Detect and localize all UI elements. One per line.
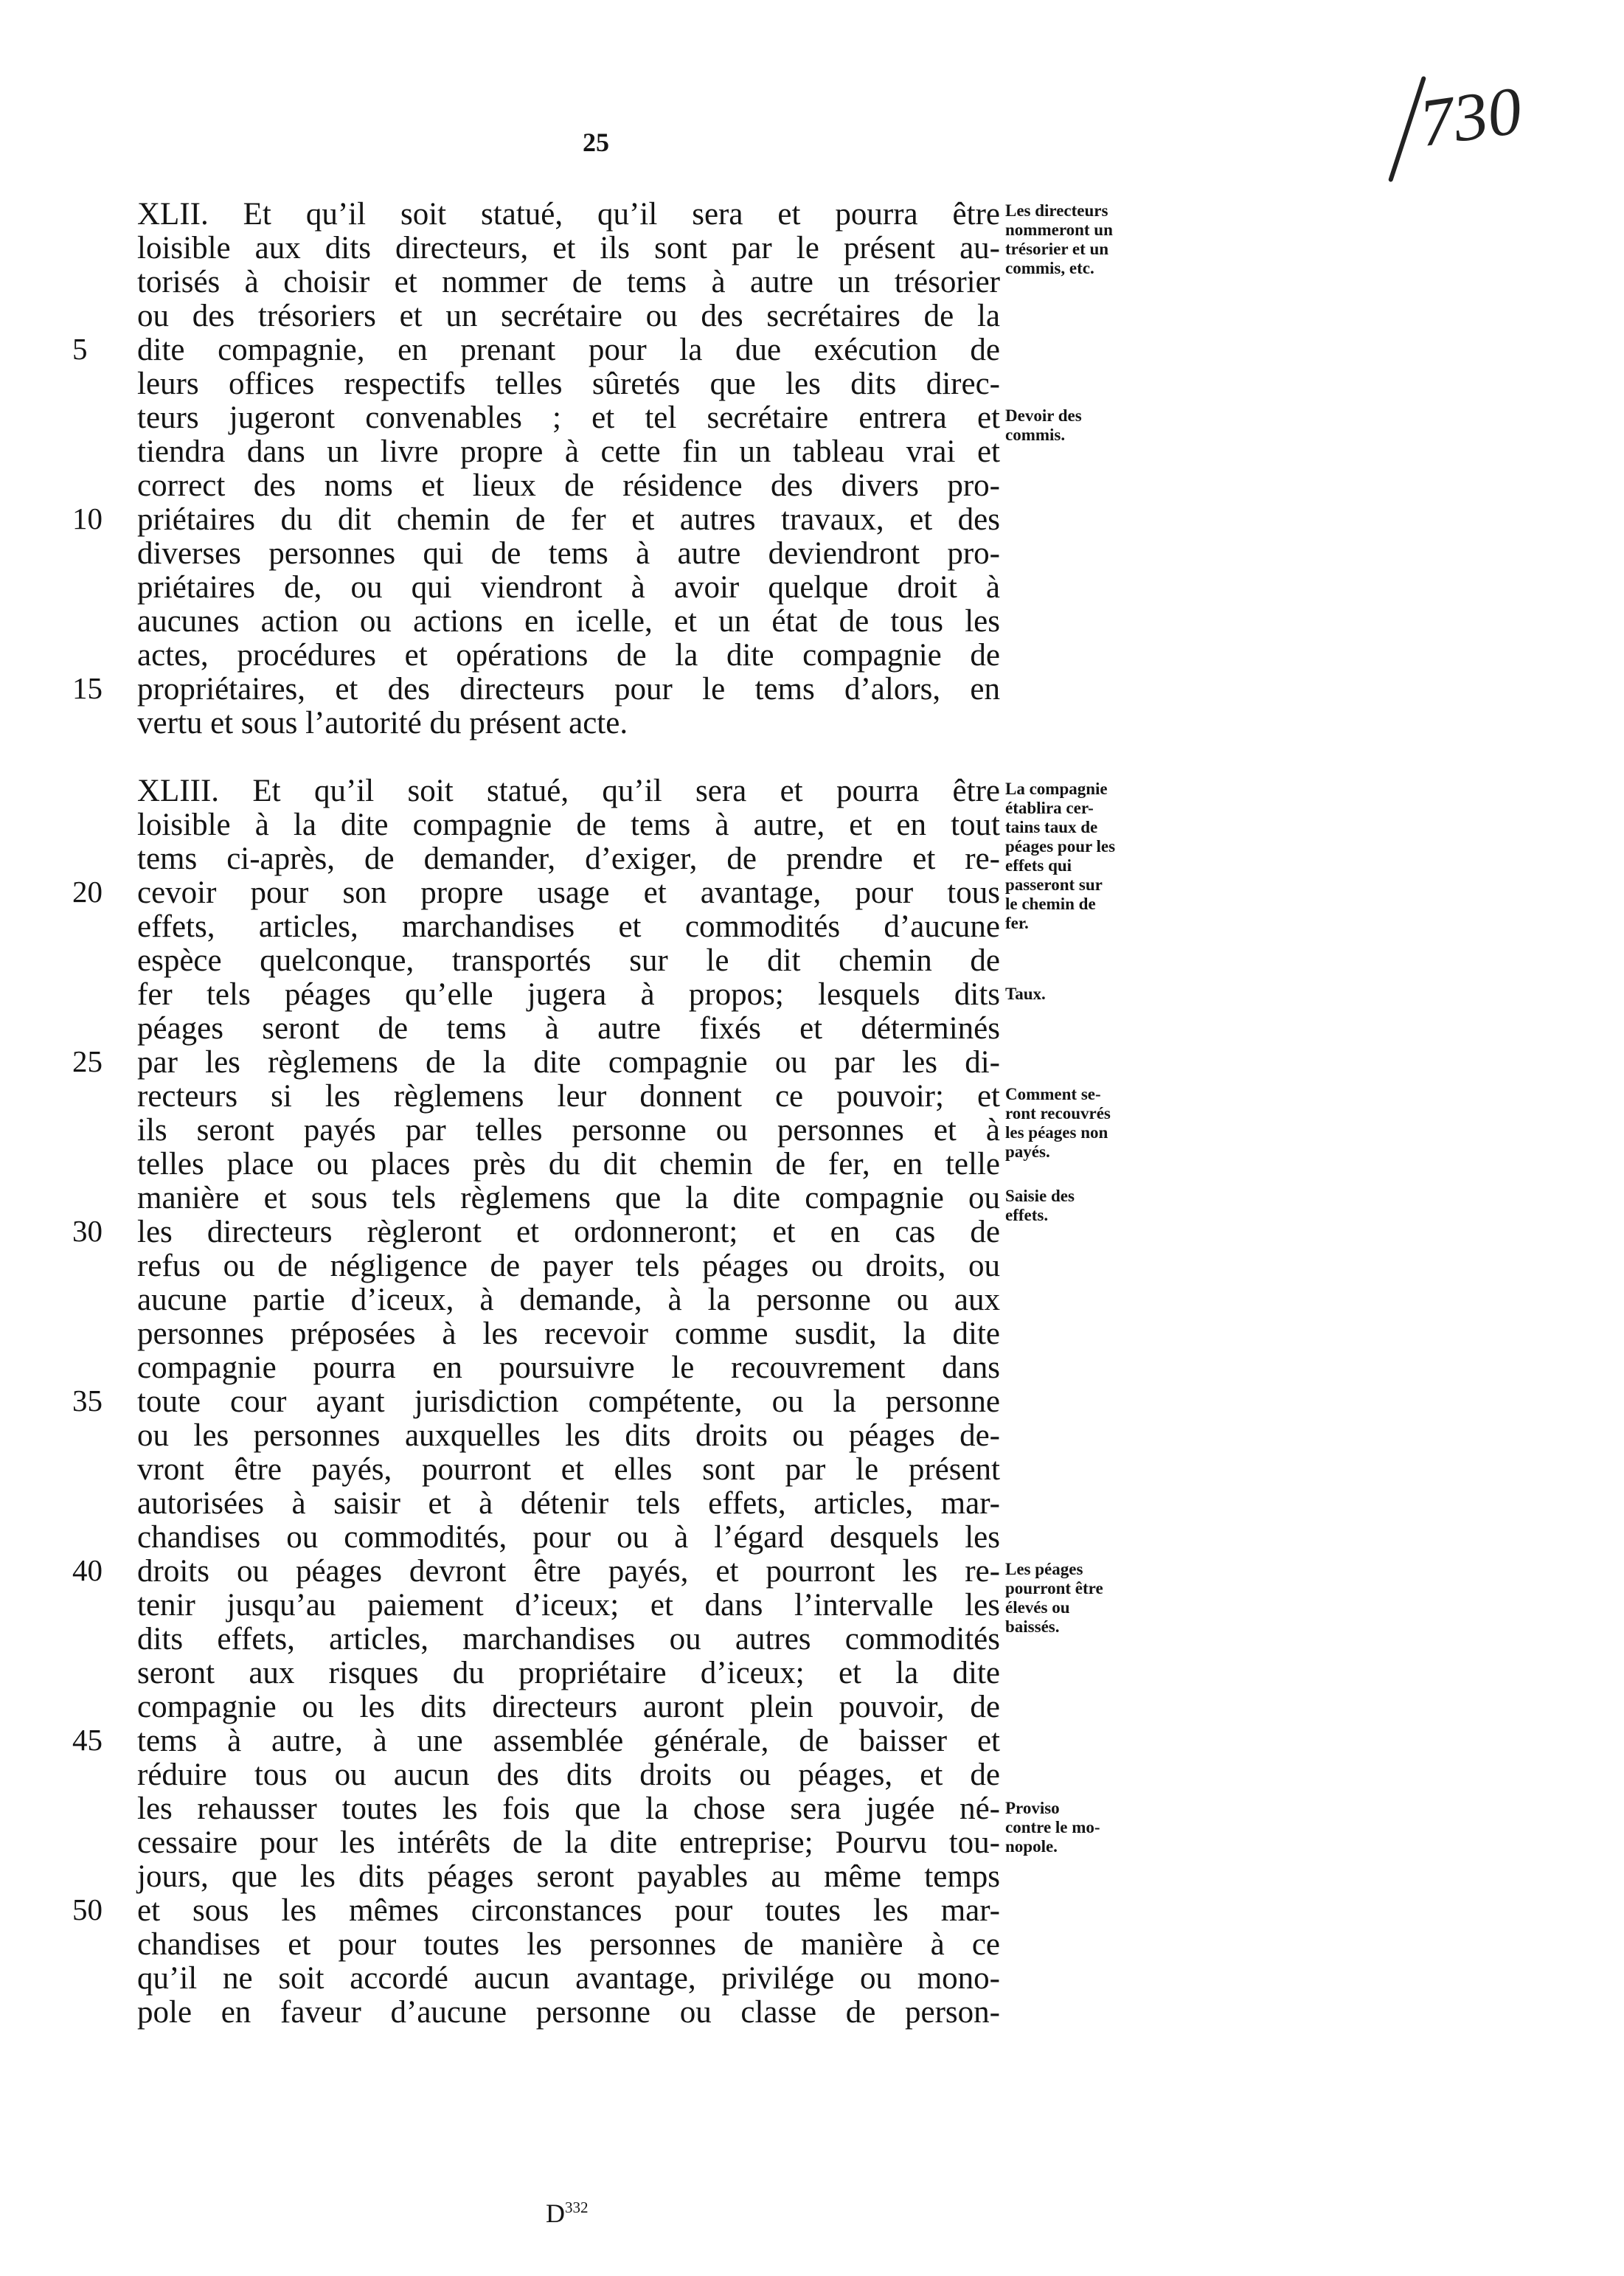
text-line: seront aux risques du propriétaire d’iceux; et la dite bbox=[137, 1656, 1000, 1690]
text-line: les directeurs règleront et ordonneront; et en cas de bbox=[137, 1215, 1000, 1249]
margin-note-line: Devoir des bbox=[1005, 406, 1082, 425]
signature-letter: D bbox=[546, 2199, 565, 2228]
margin-note-line: nopole. bbox=[1005, 1837, 1058, 1856]
text-line: recteurs si les règlemens leur donnent ce pouvoir; et bbox=[137, 1079, 1000, 1114]
text-line: vront être payés, pourront et elles sont par le présent bbox=[137, 1452, 1000, 1487]
text-line: espèce quelconque, transportés sur le dit chemin de bbox=[137, 943, 1000, 978]
margin-note-line: effets. bbox=[1005, 1206, 1049, 1224]
margin-note-line: le chemin de bbox=[1005, 895, 1096, 913]
margin-note-line: Proviso bbox=[1005, 1799, 1060, 1817]
line-number: 45 bbox=[72, 1723, 103, 1757]
signature-number: 332 bbox=[565, 2199, 589, 2216]
text-line: chandises et pour toutes les personnes de manière à ce bbox=[137, 1927, 1000, 1962]
text-line: ou des trésoriers et un secrétaire ou des secrétaires de la bbox=[137, 299, 1000, 333]
text-line: aucunes action ou actions en icelle, et un état de tous les bbox=[137, 604, 1000, 639]
margin-note-line: commis, etc. bbox=[1005, 259, 1094, 277]
margin-note-line: trésorier et un bbox=[1005, 240, 1109, 258]
margin-note-line: payés. bbox=[1005, 1142, 1050, 1161]
line-number: 40 bbox=[72, 1553, 103, 1587]
text-line: tems à autre, à une assemblée générale, de baisser et bbox=[137, 1724, 1000, 1758]
margin-note-line: commis. bbox=[1005, 426, 1066, 444]
line-number: 20 bbox=[72, 875, 103, 909]
folio-mark: 730 bbox=[1415, 72, 1527, 162]
margin-note-line: tains taux de bbox=[1005, 818, 1098, 836]
margin-note-line: péages pour les bbox=[1005, 837, 1116, 856]
text-line: teurs jugeront convenables ; et tel secrétaire entrera et bbox=[137, 400, 1000, 435]
margin-note-line: contre le mo- bbox=[1005, 1818, 1100, 1836]
text-line: tenir jusqu’au paiement d’iceux; et dans l’intervalle les bbox=[137, 1588, 1000, 1623]
margin-note-line: les péages non bbox=[1005, 1123, 1108, 1142]
line-number: 15 bbox=[72, 671, 103, 705]
text-line: tiendra dans un livre propre à cette fin un tableau vrai et bbox=[137, 434, 1000, 469]
text-line: dits effets, articles, marchandises ou autres commodités bbox=[137, 1622, 1000, 1656]
text-line: propriétaires, et des directeurs pour le tems d’alors, en bbox=[137, 672, 1000, 707]
text-line: XLIII. Et qu’il soit statué, qu’il sera et pourra être bbox=[137, 774, 1000, 808]
line-number: 50 bbox=[72, 1892, 103, 1926]
text-line: compagnie pourra en poursuivre le recouvrement dans bbox=[137, 1350, 1000, 1385]
margin-note-line: Taux. bbox=[1005, 985, 1046, 1003]
line-number: 30 bbox=[72, 1214, 103, 1248]
text-line: fer tels péages qu’elle jugera à propos; lesquels dits bbox=[137, 977, 1000, 1012]
text-line: leurs offices respectifs telles sûretés que les dits direc- bbox=[137, 367, 1000, 401]
margin-note-line: établira cer- bbox=[1005, 799, 1094, 817]
text-line: dite compagnie, en prenant pour la due exécution de bbox=[137, 333, 1000, 367]
line-number: 35 bbox=[72, 1384, 103, 1418]
text-line: refus ou de négligence de payer tels péages ou droits, ou bbox=[137, 1249, 1000, 1283]
text-line: actes, procédures et opérations de la dite compagnie de bbox=[137, 638, 1000, 673]
margin-note-line: nommeront un bbox=[1005, 221, 1113, 239]
text-line: effets, articles, marchandises et commodités d’aucune bbox=[137, 909, 1000, 944]
margin-note-line: La compagnie bbox=[1005, 780, 1108, 798]
text-line: priétaires de, ou qui viendront à avoir quelque droit à bbox=[137, 570, 1000, 605]
text-line: torisés à choisir et nommer de tems à autre un trésorier bbox=[137, 265, 1000, 299]
text-line: diverses personnes qui de tems à autre deviendront pro- bbox=[137, 536, 1000, 571]
text-line: manière et sous tels règlemens que la dite compagnie ou bbox=[137, 1181, 1000, 1215]
margin-note-line: fer. bbox=[1005, 914, 1029, 932]
text-line: chandises ou commodités, pour ou à l’égard desquels les bbox=[137, 1520, 1000, 1555]
text-line: tems ci-après, de demander, d’exiger, de prendre et re- bbox=[137, 842, 1000, 876]
text-line: aucune partie d’iceux, à demande, à la personne ou aux bbox=[137, 1283, 1000, 1317]
text-line: péages seront de tems à autre fixés et déterminés bbox=[137, 1011, 1000, 1046]
margin-note-line: effets qui bbox=[1005, 856, 1072, 875]
signature-mark bbox=[546, 2198, 589, 2229]
text-line: compagnie ou les dits directeurs auront plein pouvoir, de bbox=[137, 1690, 1000, 1724]
margin-note-line: baissés. bbox=[1005, 1617, 1060, 1636]
text-line: ils seront payés par telles personne ou personnes et à bbox=[137, 1113, 1000, 1148]
line-number: 5 bbox=[72, 332, 88, 366]
text-line: droits ou péages devront être payés, et pourront les re- bbox=[137, 1554, 1000, 1589]
text-line: et sous les mêmes circonstances pour toutes les mar- bbox=[137, 1893, 1000, 1928]
text-line: vertu et sous l’autorité du présent acte. bbox=[137, 706, 628, 740]
text-line: pole en faveur d’aucune personne ou classe de person- bbox=[137, 1995, 1000, 2030]
text-line: jours, que les dits péages seront payables au même temps bbox=[137, 1859, 1000, 1894]
margin-note-line: ront recouvrés bbox=[1005, 1104, 1111, 1123]
text-line: personnes préposées à les recevoir comme susdit, la dite bbox=[137, 1316, 1000, 1351]
text-line: XLII. Et qu’il soit statué, qu’il sera et pourra être bbox=[137, 197, 1000, 232]
margin-note-line: Saisie des bbox=[1005, 1187, 1075, 1205]
text-line: les rehausser toutes les fois que la chose sera jugée né- bbox=[137, 1791, 1000, 1826]
text-line: priétaires du dit chemin de fer et autres travaux, et des bbox=[137, 502, 1000, 537]
text-line: loisible à la dite compagnie de tems à autre, et en tout bbox=[137, 808, 1000, 842]
text-line: ou les personnes auxquelles les dits droits ou péages de- bbox=[137, 1418, 1000, 1453]
text-line: telles place ou places près du dit chemin de fer, en telle bbox=[137, 1147, 1000, 1182]
margin-note-line: Les péages bbox=[1005, 1560, 1083, 1578]
line-number: 10 bbox=[72, 502, 103, 535]
text-line: cessaire pour les intérêts de la dite entreprise; Pourvu tou- bbox=[137, 1825, 1000, 1860]
line-number: 25 bbox=[72, 1044, 103, 1078]
text-line: qu’il ne soit accordé aucun avantage, privilége ou mono- bbox=[137, 1961, 1000, 1996]
text-line: toute cour ayant jurisdiction compétente, ou la personne bbox=[137, 1384, 1000, 1419]
text-line: réduire tous ou aucun des dits droits ou péages, et de bbox=[137, 1758, 1000, 1792]
text-line: autorisées à saisir et à détenir tels effets, articles, mar- bbox=[137, 1486, 1000, 1521]
margin-note-line: Les directeurs bbox=[1005, 201, 1108, 220]
margin-note-line: passeront sur bbox=[1005, 875, 1103, 894]
text-line: correct des noms et lieux de résidence des divers pro- bbox=[137, 468, 1000, 503]
margin-note-line: Comment se- bbox=[1005, 1085, 1101, 1103]
text-line: loisible aux dits directeurs, et ils sont par le présent au- bbox=[137, 231, 1000, 266]
margin-note-line: pourront être bbox=[1005, 1579, 1103, 1597]
page-number: 25 bbox=[583, 128, 609, 157]
margin-note-line: élevés ou bbox=[1005, 1598, 1070, 1617]
text-line: par les règlemens de la dite compagnie ou par les di- bbox=[137, 1045, 1000, 1080]
text-line: cevoir pour son propre usage et avantage, pour tous bbox=[137, 875, 1000, 910]
